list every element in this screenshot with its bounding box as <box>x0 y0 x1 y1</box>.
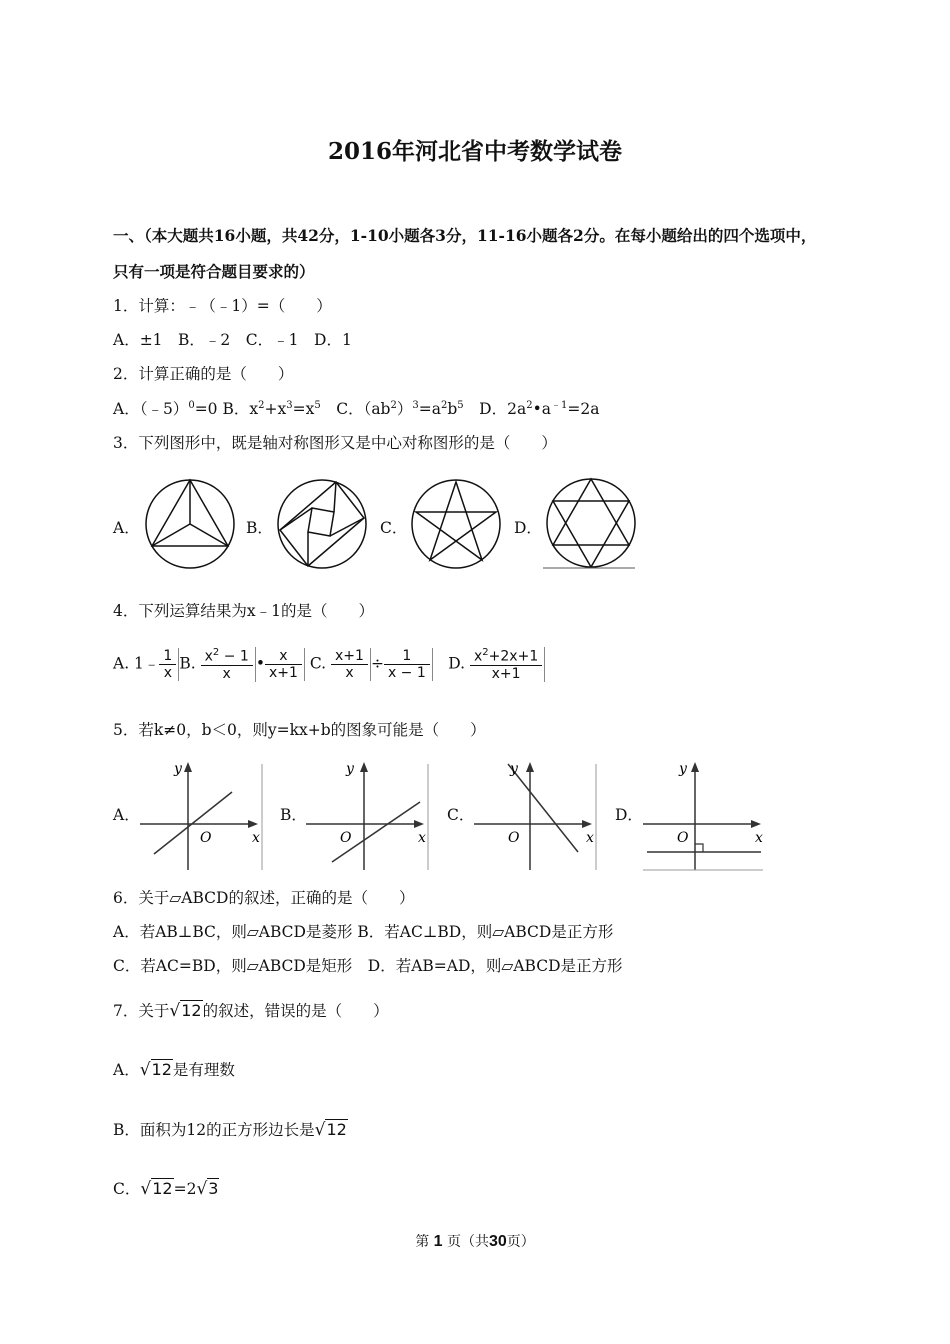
q5-a-origin-label: O <box>200 830 212 846</box>
q3-label-b: B． <box>246 519 273 537</box>
q2-options: A．（﹣5）$^0$=0 B．$x^2+x^3=x^5$ C．$(ab^2)^3=a^2b^5$ D．$2a^2•a^{﹣1}=2a$ <box>113 400 600 419</box>
q5-graph-d <box>643 758 767 872</box>
q5-d-origin-label: O <box>677 830 689 846</box>
q5-d-x-label: x <box>755 830 763 846</box>
q7-stem-pre: 7．关于 <box>113 1002 170 1020</box>
section-heading-line2: 只有一项是符合题目要求的） <box>113 262 315 281</box>
q5-b-x-label: x <box>418 830 426 846</box>
q7-stem <box>113 999 389 1021</box>
q3-stem: 3．下列图形中，既是轴对称图形又是中心对称图形的是（ ） <box>113 434 557 452</box>
q5-graph-b <box>306 758 430 872</box>
q1-stem: 1．计算：﹣（﹣1）=（ ） <box>113 297 332 315</box>
q3-label-d: D． <box>514 519 542 537</box>
footer-page-number: 1 <box>433 1233 443 1250</box>
page-footer: 第 1 页（共30页） <box>415 1233 535 1250</box>
q3-figure-d <box>543 476 639 570</box>
q5-graph-a <box>140 758 264 872</box>
q5-c-y-label: y <box>510 761 518 777</box>
q4-options: A. 1﹣ $\frac{1}{x}$ B. $\frac{x^2 - 1}{x}$ • $\frac{x}{x+1}$ C. $\frac{x+1}{x}$ ÷ $\frac{1}{x - 1}$ D. $\frac{x^2+2x+1}{x+1}$ <box>113 647 545 682</box>
q3-figure-b <box>274 478 370 570</box>
q6-options-line1: A．若AB⊥BC，则▱ABCD是菱形 B．若AC⊥BD，则▱ABCD是正方形 <box>113 923 614 941</box>
q6-options-line2: C．若AC=BD，则▱ABCD是矩形 D．若AB=AD，则▱ABCD是正方形 <box>113 957 623 975</box>
q3-figure-c <box>408 478 504 570</box>
q7-stem-post: 的叙述，错误的是（ ） <box>202 1002 389 1020</box>
q5-b-y-label: y <box>346 761 354 777</box>
q5-label-c: C． <box>447 806 475 824</box>
q3-label-a: A． <box>113 519 140 537</box>
q5-stem: 5．若k≠0，b＜0，则y=kx+b的图象可能是（ ） <box>113 721 486 739</box>
q5-b-origin-label: O <box>340 830 352 846</box>
q5-label-b: B． <box>280 806 307 824</box>
q7-option-b: B．面积为12的正方形边长是√12 <box>113 1120 347 1140</box>
q5-d-y-label: y <box>679 761 687 777</box>
footer-total-pages: 30 <box>489 1233 507 1250</box>
q5-label-d: D． <box>615 806 643 824</box>
q1-options: A．±1 B．﹣2 C．﹣1 D．1 <box>113 331 352 349</box>
q7-option-a: A．√12是有理数 <box>113 1060 235 1080</box>
section-heading-line1: 一、（本大题共16小题，共42分，1-10小题各3分，11-16小题各2分。在每小题给出的四个选项中， <box>113 226 817 245</box>
q3-label-c: C． <box>380 519 408 537</box>
q5-graph-c <box>474 758 598 872</box>
q7-sqrt-12: √12 <box>169 1001 202 1021</box>
q7-b-sqrt-12: √12 <box>314 1120 347 1140</box>
q2-stem: 2．计算正确的是（ ） <box>113 365 294 383</box>
page-title: 2016年河北省中考数学试卷 <box>327 138 622 165</box>
q3-figure-a <box>142 478 238 570</box>
q5-a-y-label: y <box>174 761 182 777</box>
q7-c-sqrt-12: √12 <box>140 1179 173 1199</box>
q4-stem: 4．下列运算结果为x﹣1的是（ ） <box>113 602 374 620</box>
q7-a-sqrt-12: √12 <box>139 1060 172 1080</box>
q5-a-x-label: x <box>252 830 260 846</box>
q7-c-sqrt-3: √3 <box>196 1179 219 1199</box>
q7-option-c: C．√12=2√3 <box>113 1179 219 1199</box>
q5-c-origin-label: O <box>508 830 520 846</box>
q5-c-x-label: x <box>586 830 594 846</box>
q6-stem: 6．关于▱ABCD的叙述，正确的是（ ） <box>113 889 415 907</box>
q5-label-a: A． <box>113 806 140 824</box>
